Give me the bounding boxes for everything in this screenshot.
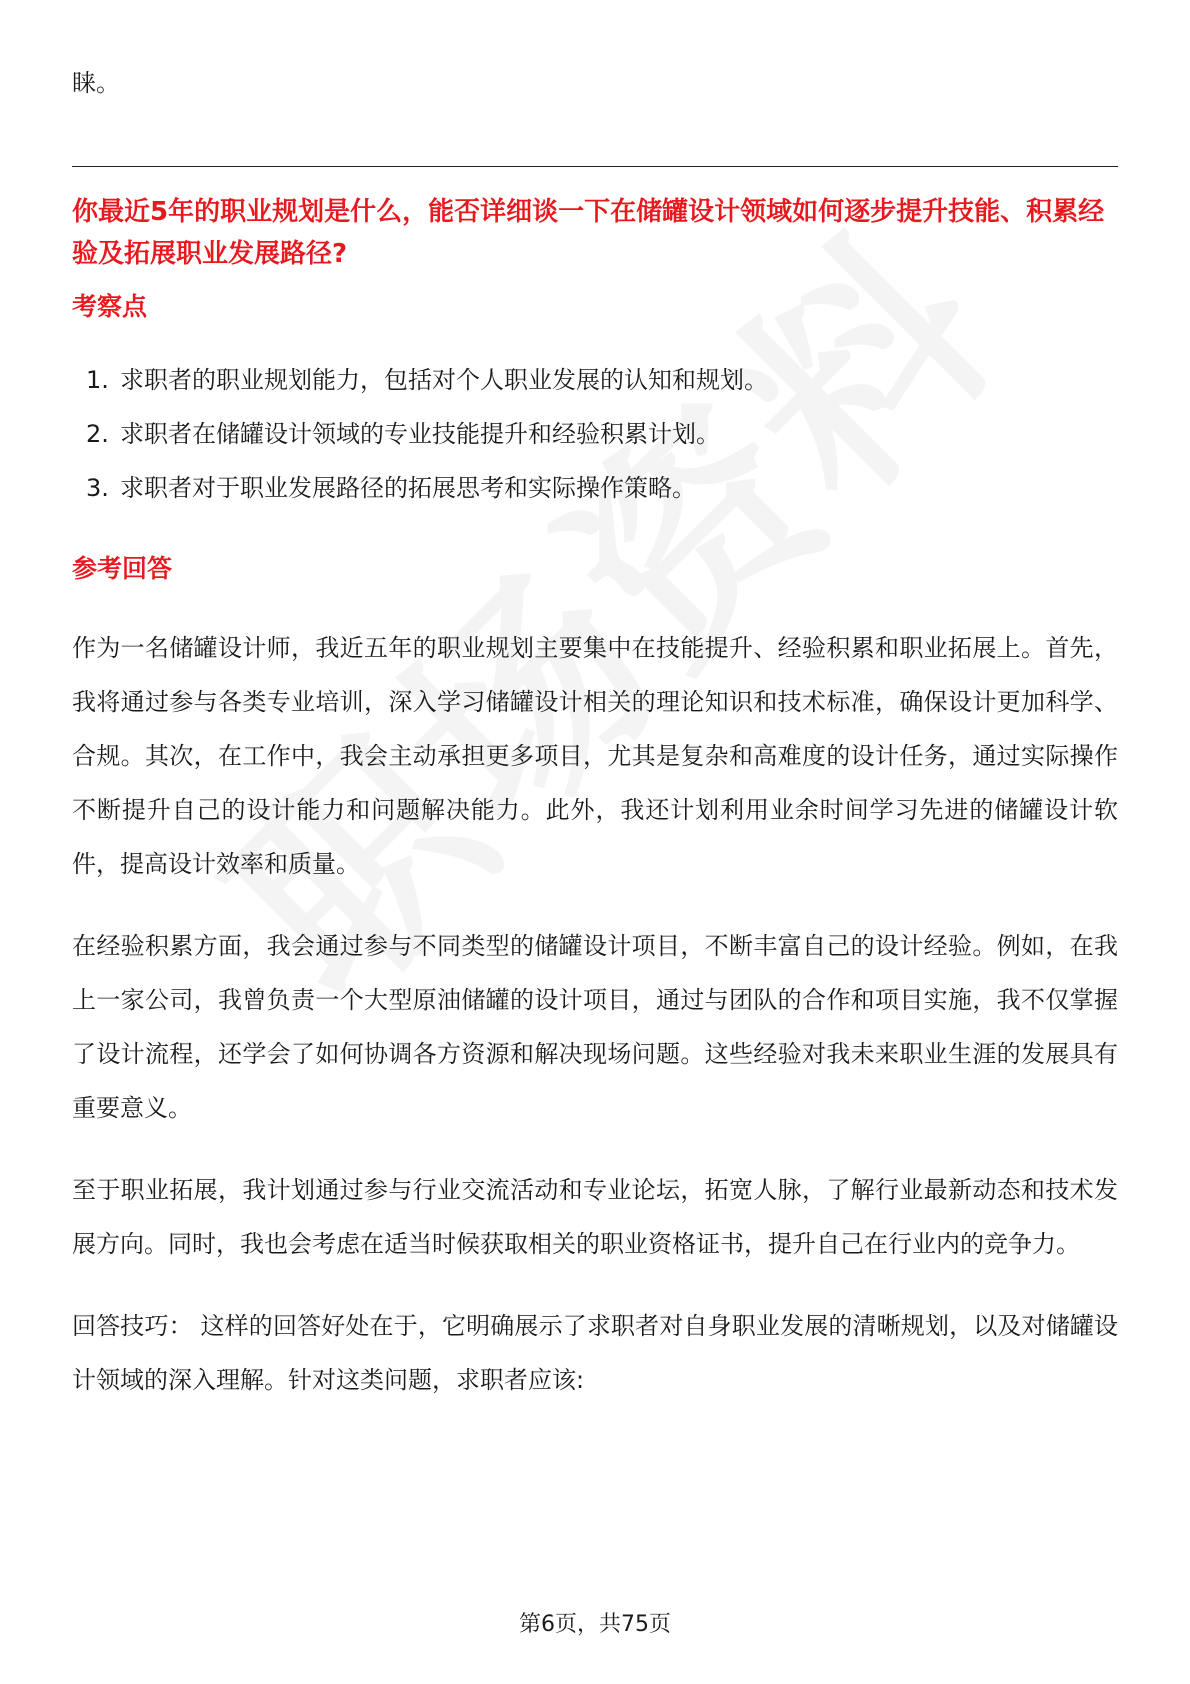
list-item-text: 求职者在储罐设计领域的专业技能提升和经验积累计划。 bbox=[120, 420, 720, 448]
leading-text: 睐。 bbox=[72, 69, 120, 97]
section-divider bbox=[72, 166, 1118, 167]
list-item-text: 求职者对于职业发展路径的拓展思考和实际操作策略。 bbox=[120, 474, 696, 502]
answer-paragraph: 在经验积累方面，我会通过参与不同类型的储罐设计项目，不断丰富自己的设计经验。例如，在我上一家公司，我曾负责一个大型原油储罐的设计项目，通过与团队的合作和项目实施，我不仅掌握了设计流程，还学会了如何协调各方资源和解决现场问题。这些经验对我未来职业生涯的发展具有重要意义。 bbox=[72, 932, 1118, 1122]
list-item-number: 2. bbox=[86, 420, 109, 448]
list-item-number: 1. bbox=[86, 366, 109, 394]
list-item bbox=[72, 461, 1118, 515]
list-item-number: 3. bbox=[86, 474, 109, 502]
points-list bbox=[72, 353, 1118, 515]
list-item bbox=[72, 353, 1118, 407]
answer-tips-paragraph: 回答技巧： 这样的回答好处在于，它明确展示了求职者对自身职业发展的清晰规划，以及对储罐设计领域的深入理解。针对这类问题，求职者应该: bbox=[72, 1312, 1118, 1394]
answer-title: 参考回答 bbox=[72, 554, 173, 583]
page-content bbox=[72, 60, 1118, 1407]
page-number-footer: 第6页，共75页 bbox=[519, 1612, 671, 1637]
points-title: 考察点 bbox=[72, 292, 148, 321]
question-heading: 你最近5年的职业规划是什么，能否详细谈一下在储罐设计领域如何逐步提升技能、积累经验及拓展职业发展路径? bbox=[72, 197, 1105, 269]
answer-paragraph: 至于职业拓展，我计划通过参与行业交流活动和专业论坛，拓宽人脉，了解行业最新动态和技术发展方向。同时，我也会考虑在适当时候获取相关的职业资格证书，提升自己在行业内的竞争力。 bbox=[72, 1176, 1118, 1258]
list-item-text: 求职者的职业规划能力，包括对个人职业发展的认知和规划。 bbox=[120, 366, 768, 394]
answer-paragraph: 作为一名储罐设计师，我近五年的职业规划主要集中在技能提升、经验积累和职业拓展上。首先，我将通过参与各类专业培训，深入学习储罐设计相关的理论知识和技术标准，确保设计更加科学、合规。其次，在工作中，我会主动承担更多项目，尤其是复杂和高难度的设计任务，通过实际操作不断提升自己的设计能力和问题解决能力。此外，我还计划利用业余时间学习先进的储罐设计软件，提高设计效率和质量。 bbox=[72, 634, 1118, 878]
list-item bbox=[72, 407, 1118, 461]
